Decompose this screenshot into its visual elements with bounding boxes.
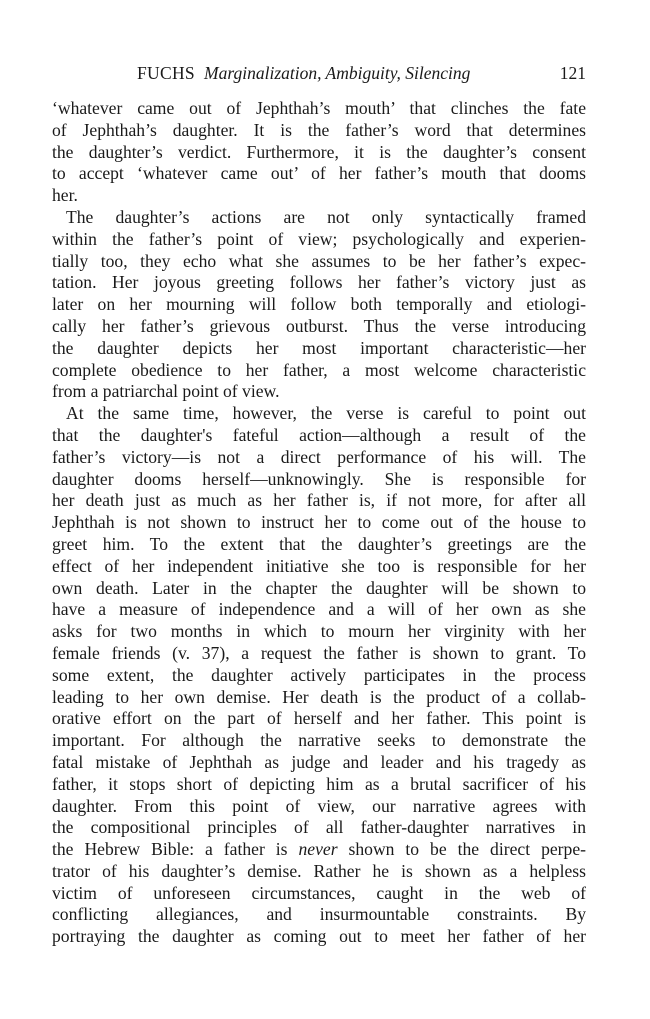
body-text	[52, 98, 586, 948]
text-line: the daughter depicts her most important characteristic—her	[52, 337, 586, 358]
text-line: tially too, they echo what she assumes to be her father’s expec-	[52, 250, 586, 271]
running-head	[52, 60, 586, 86]
text-line: daughter dooms herself—unknowingly. She is responsible for	[52, 468, 586, 489]
text-line: female friends (v. 37), a request the father is shown to grant. To	[52, 642, 586, 663]
text-line: to accept ‘whatever came out’ of her father’s mouth that dooms	[52, 163, 586, 184]
text-line: her death just as much as her father is, if not more, for after all	[52, 490, 586, 511]
text-line: effect of her independent initiative she too is responsible for her	[52, 555, 586, 576]
text-line: within the father’s point of view; psychologically and experien-	[52, 228, 586, 249]
text-line: orative effort on the part of herself and her father. This point is	[52, 708, 586, 729]
text-line: the daughter’s verdict. Furthermore, it is the daughter’s consent	[52, 141, 586, 162]
running-head-title: Marginalization, Ambiguity, Silencing	[204, 63, 471, 83]
text-line: complete obedience to her father, a most welcome characteristic	[52, 359, 586, 380]
text-line: cally her father’s grievous outburst. Thus the verse introducing	[52, 315, 586, 336]
text-line: the compositional principles of all father-daughter narratives in	[52, 817, 586, 838]
text-line: The daughter’s actions are not only syntactically framed	[66, 206, 586, 227]
page-number: 121	[559, 63, 586, 83]
italic-emphasis: never	[298, 839, 338, 860]
paragraph	[52, 207, 586, 403]
paragraph	[52, 98, 586, 207]
text-line: the Hebrew Bible: a father is never shown to be the direct perpe-	[52, 839, 586, 860]
text-line: conflicting allegiances, and insurmountable constraints. By	[52, 904, 586, 925]
text-line: that the daughter's fateful action—although a result of the	[52, 424, 586, 445]
text-line: have a measure of independence and a will of her own as she	[52, 599, 586, 620]
text-line: from a patriarchal point of view.	[52, 381, 280, 402]
text-line: Jephthah is not shown to instruct her to come out of the house to	[52, 512, 586, 533]
paragraph	[52, 403, 586, 948]
text-line: fatal mistake of Jephthah as judge and leader and his tragedy as	[52, 751, 586, 772]
text-line: trator of his daughter’s demise. Rather he is shown as a helpless	[52, 860, 586, 881]
text-line: portraying the daughter as coming out to meet her father of her	[52, 926, 586, 947]
text-line: of Jephthah’s daughter. It is the father’s word that determines	[52, 119, 586, 140]
text-line: At the same time, however, the verse is careful to point out	[66, 403, 586, 424]
running-head-author: FUCHS	[137, 63, 195, 83]
text-line: daughter. From this point of view, our narrative agrees with	[52, 795, 586, 816]
text-line: tation. Her joyous greeting follows her father’s victory just as	[52, 272, 586, 293]
text-line: victim of unforeseen circumstances, caught in the web of	[52, 882, 586, 903]
text-line: father, it stops short of depicting him as a brutal sacrificer of his	[52, 773, 586, 794]
text-line: ‘whatever came out of Jephthah’s mouth’ that clinches the fate	[52, 98, 586, 118]
text-line: asks for two months in which to mourn her virginity with her	[52, 621, 586, 642]
text-line: father’s victory—is not a direct performance of his will. The	[52, 446, 586, 467]
text-line: leading to her own demise. Her death is the product of a collab-	[52, 686, 586, 707]
book-page	[52, 60, 586, 948]
text-line: some extent, the daughter actively participates in the process	[52, 664, 586, 685]
text-line: her.	[52, 185, 78, 206]
text-line: greet him. To the extent that the daughter’s greetings are the	[52, 533, 586, 554]
text-line: own death. Later in the chapter the daughter will be shown to	[52, 577, 586, 598]
text-line: later on her mourning will follow both temporally and etiologi-	[52, 294, 586, 315]
text-line: important. For although the narrative seeks to demonstrate the	[52, 730, 586, 751]
